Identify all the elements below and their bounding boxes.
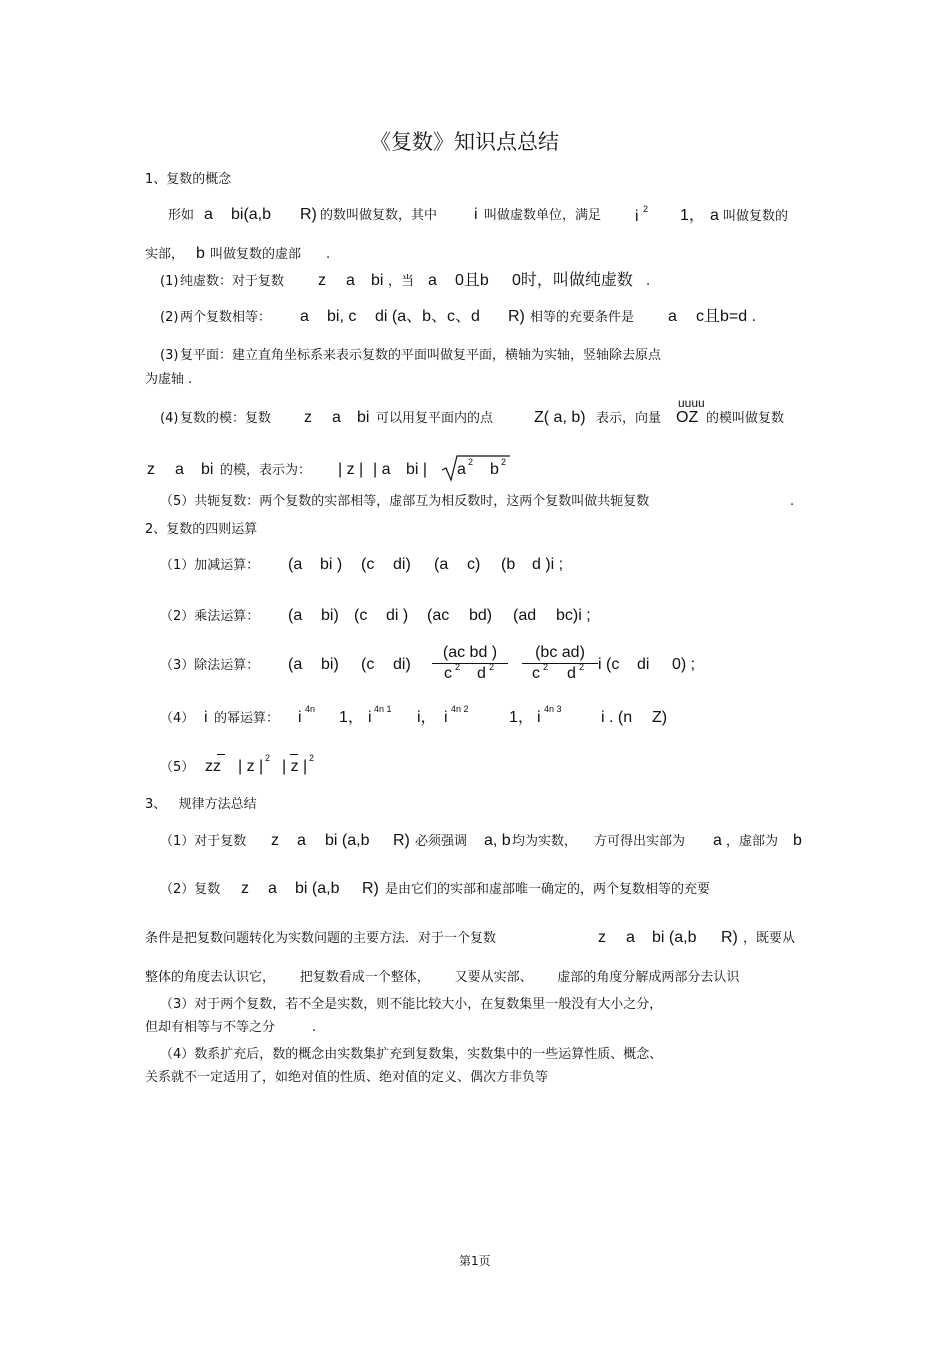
math: a — [300, 308, 309, 325]
text: 但却有相等与不等之分 — [145, 1020, 276, 1035]
math: OZ — [676, 409, 699, 426]
math: di (a、b、c、d — [375, 308, 480, 325]
math: bi(a,b — [231, 206, 272, 223]
text: （1）加减运算： — [160, 558, 260, 573]
text: 形如 — [168, 208, 195, 223]
text: . — [646, 274, 651, 289]
math: c且b=d . — [696, 308, 757, 325]
math: Z) — [652, 709, 668, 726]
text: 复数的模：复数 — [180, 411, 272, 426]
math: z — [304, 409, 312, 426]
section-2-heading: 2、复数的四则运算 — [145, 522, 258, 537]
math: b — [793, 832, 802, 849]
math: d )i ; — [532, 556, 564, 573]
math: di) — [393, 556, 411, 573]
text: . — [326, 247, 331, 262]
text: （2）乘法运算： — [160, 609, 260, 624]
math: i — [474, 206, 478, 223]
fraction-denominator — [522, 662, 598, 683]
math: bi — [357, 409, 370, 426]
fraction-denominator — [432, 662, 508, 683]
text: 必须强调 — [415, 834, 468, 849]
text: . — [312, 1020, 317, 1035]
text: (1) — [160, 274, 179, 289]
text: 叫做复数的 — [723, 209, 789, 224]
math: a — [332, 409, 341, 426]
math: i — [204, 709, 208, 726]
math: c — [532, 665, 540, 682]
fraction-numerator: (bc ad) — [535, 644, 585, 661]
math: bi) — [321, 656, 339, 673]
superscript: 2 — [489, 662, 495, 672]
math: bi — [371, 272, 384, 289]
text: 实部， — [145, 247, 185, 262]
math: | a — [373, 461, 391, 478]
math: a — [713, 832, 722, 849]
fraction-real-part — [432, 644, 508, 683]
text: 均为实数， — [512, 834, 578, 849]
text: ，既要从 — [743, 931, 796, 946]
text: 为虚轴 . — [145, 372, 193, 387]
math: bi — [201, 461, 214, 478]
text: 叫做虚数单位，满足 — [484, 208, 602, 223]
superscript: 2 — [265, 753, 271, 763]
math: a — [457, 461, 466, 478]
math: a — [710, 207, 719, 224]
text: （3）除法运算： — [160, 658, 260, 673]
math: i — [635, 208, 639, 225]
text: . — [790, 494, 795, 509]
math: | z | — [282, 758, 308, 775]
text: 的模，表示为： — [220, 463, 312, 478]
math: b — [490, 461, 499, 478]
superscript: 2 — [579, 662, 585, 672]
math: bi (a,b — [295, 880, 340, 897]
math: | z | — [338, 461, 364, 478]
page-title: 《复数》知识点总结 — [370, 130, 559, 154]
math: bi ) — [320, 556, 343, 573]
text: 的模叫做复数 — [706, 411, 785, 426]
math: (b — [501, 556, 516, 573]
text: 复平面：建立直角坐标系来表示复数的平面叫做复平面，横轴为实轴，竖轴除去原点 — [180, 348, 662, 363]
math: a — [175, 461, 184, 478]
math: z — [241, 880, 249, 897]
text: （2）复数 — [160, 882, 221, 897]
text: (4) — [160, 411, 179, 426]
text: 表示，向量 — [596, 411, 662, 426]
text: 整体的角度去认识它， 把复数看成一个整体， 又要从实部、 虚部的角度分解成两部分去认识 — [145, 970, 740, 985]
math: (ad — [513, 607, 537, 624]
math: 0) ; — [672, 656, 696, 673]
math: b — [196, 245, 205, 262]
math: z — [271, 832, 279, 849]
text: （5）共轭复数：两个复数的实部相等，虚部互为相反数时，这两个复数叫做共轭复数 — [160, 494, 650, 509]
math: R) — [393, 832, 410, 849]
fraction-imag-part — [522, 644, 598, 683]
text: 方可得出实部为 — [594, 834, 686, 849]
text: 叫做复数的虚部 — [210, 247, 302, 262]
math: R) — [300, 206, 317, 223]
superscript: 2 — [468, 457, 474, 467]
math: i (c — [598, 656, 620, 673]
math: zz — [205, 758, 221, 775]
superscript: 2 — [455, 662, 461, 672]
math: di — [637, 656, 650, 673]
math: bc)i ; — [556, 607, 591, 624]
text: 是由它们的实部和虚部唯一确定的，两个复数相等的充要 — [385, 882, 711, 897]
text: 条件是把复数问题转化为实数问题的主要方法．对于一个复数 — [145, 931, 497, 946]
math: d — [567, 665, 576, 682]
superscript: 4n 1 — [374, 704, 392, 714]
text: ，虚部为 — [726, 834, 779, 849]
text: 两个复数相等： — [180, 310, 272, 325]
math: 1， — [339, 709, 364, 726]
math: 0时，叫做纯虚数 — [512, 272, 633, 289]
math: bi) — [321, 607, 339, 624]
math: di ) — [386, 607, 409, 624]
math: R) — [362, 880, 379, 897]
fraction-bar — [432, 663, 508, 664]
math: c) — [467, 556, 481, 573]
text: 纯虚数：对于复数 — [180, 274, 285, 289]
superscript: 4n — [305, 704, 316, 714]
text: 关系就不一定适用了，如绝对值的性质、绝对值的定义、偶次方非负等 — [145, 1070, 549, 1085]
math: (a — [434, 556, 449, 573]
math: bi, c — [327, 308, 357, 325]
vector-arrow-mark: uuuu — [678, 396, 705, 410]
math: i， — [417, 709, 437, 726]
math: 1， — [680, 207, 705, 224]
math: a — [428, 272, 437, 289]
math: a — [204, 206, 213, 223]
math: a — [346, 272, 355, 289]
text: 可以用复平面内的点 — [376, 411, 494, 426]
text: （4） — [160, 711, 195, 726]
math: i — [298, 709, 302, 726]
math: bi (a,b — [652, 929, 697, 946]
superscript: 4n 2 — [451, 704, 469, 714]
math: R) — [721, 929, 738, 946]
math: (c — [354, 607, 368, 624]
math: | z | — [238, 758, 264, 775]
math: (c — [361, 656, 375, 673]
math: i — [368, 709, 372, 726]
text: 的数叫做复数，其中 — [320, 208, 438, 223]
math: a — [268, 880, 277, 897]
fraction-numerator: (ac bd ) — [442, 644, 498, 661]
math: R) — [508, 308, 525, 325]
math: z — [318, 272, 326, 289]
superscript: 2 — [543, 662, 549, 672]
text: ，当 — [388, 274, 415, 289]
conjugate-bar — [290, 754, 298, 755]
section-1-heading: 1、复数的概念 — [145, 172, 232, 187]
math: z — [598, 929, 606, 946]
page-number: 第1页 — [459, 1254, 491, 1268]
math: 1， — [509, 709, 534, 726]
math: di) — [393, 656, 411, 673]
text: (3) — [160, 348, 179, 363]
math: a — [668, 308, 677, 325]
text: （4）数系扩充后，数的概念由实数集扩充到复数集，实数集中的一些运算性质、概念、 — [160, 1047, 663, 1062]
math: i — [444, 709, 448, 726]
math: c — [444, 665, 452, 682]
text: （1）对于复数 — [160, 834, 247, 849]
math: i . (n — [601, 709, 633, 726]
math: 0且b — [455, 272, 489, 289]
superscript: 4n 3 — [544, 704, 562, 714]
math: Z( a, b) — [534, 409, 586, 426]
math: d — [477, 665, 486, 682]
text: (2) — [160, 310, 179, 325]
text: （5） — [160, 760, 195, 775]
math: bi (a,b — [325, 832, 370, 849]
math: (a — [288, 607, 303, 624]
math: a — [626, 929, 635, 946]
math: (a — [288, 656, 303, 673]
math: bd) — [469, 607, 493, 624]
math: (ac — [427, 607, 450, 624]
superscript: 2 — [643, 204, 649, 214]
superscript: 2 — [309, 753, 315, 763]
math: bi | — [406, 461, 428, 478]
math: i — [537, 709, 541, 726]
conjugate-bar — [217, 754, 225, 755]
fraction-bar — [522, 663, 598, 664]
math: (a — [288, 556, 303, 573]
text: 的幂运算： — [214, 711, 280, 726]
math: a, b — [484, 832, 511, 849]
math: z — [147, 461, 155, 478]
math: (c — [361, 556, 375, 573]
text: （3）对于两个复数，若不全是实数，则不能比较大小，在复数集里一般没有大小之分， — [160, 997, 663, 1012]
text: 相等的充要条件是 — [530, 310, 635, 325]
superscript: 2 — [501, 457, 507, 467]
section-3-heading: 3、 规律方法总结 — [145, 797, 257, 812]
math: a — [297, 832, 306, 849]
